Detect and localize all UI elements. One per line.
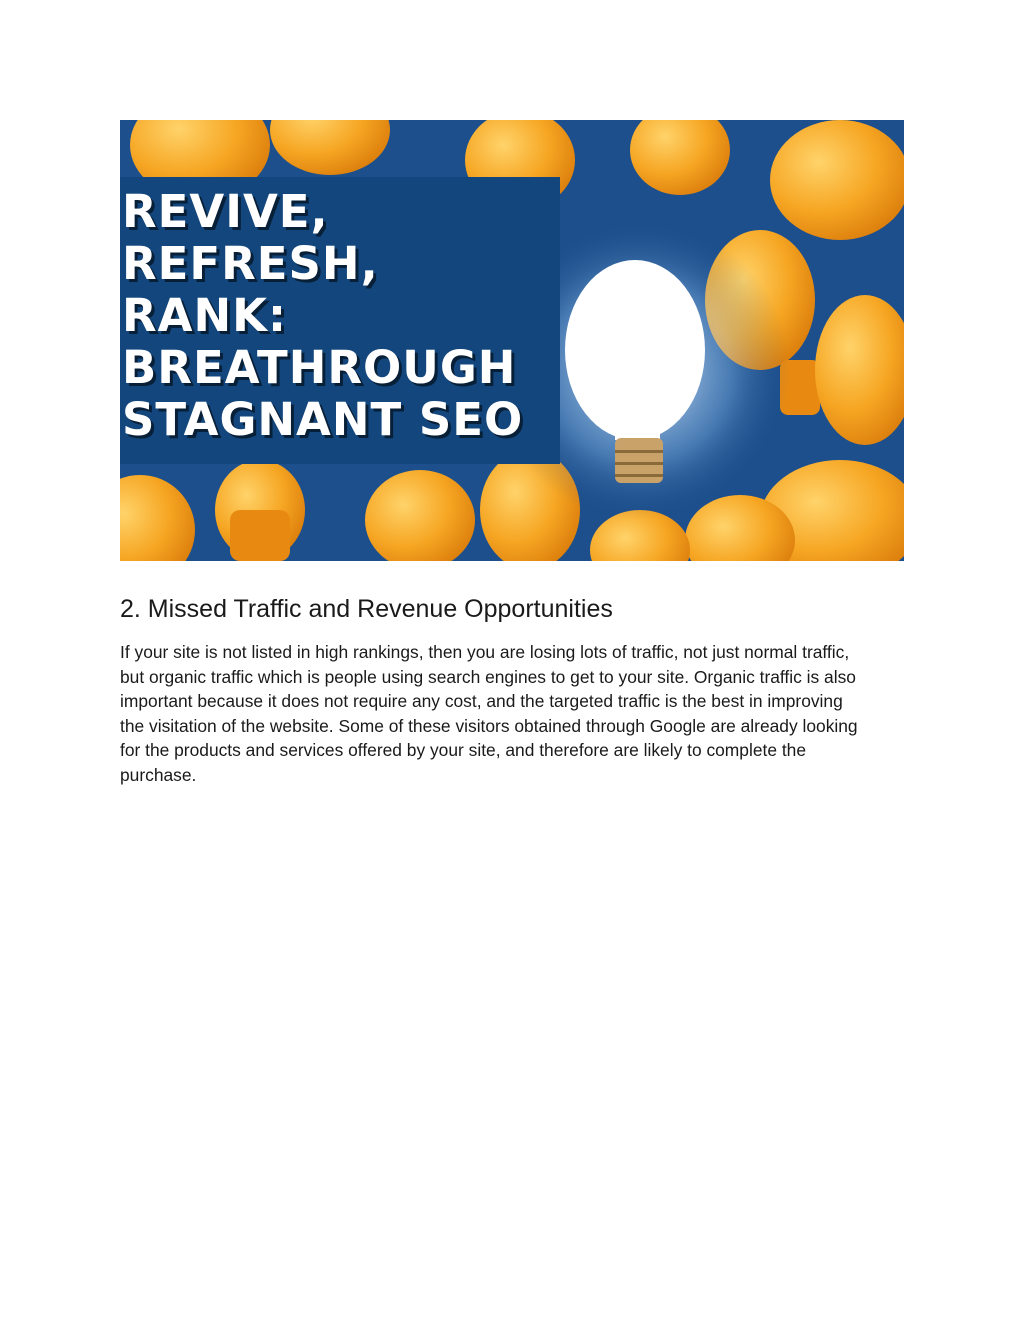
section-heading: 2. Missed Traffic and Revenue Opportunities	[120, 595, 613, 623]
section-body	[120, 640, 910, 788]
body-line: If your site is not listed in high rankings, then you are losing lots of traffic, not just normal traffic,	[120, 642, 850, 662]
body-line: important because it does not require any cost, and the targeted traffic is the best in improving	[120, 691, 843, 712]
body-line: purchase.	[120, 764, 197, 785]
body-line: for the products and services offered by your site, and therefore are likely to complete the	[120, 740, 807, 761]
body-line: but organic traffic which is people using search engines to get to your site. Organic traffic is also	[120, 666, 856, 687]
hero-title-line: REFRESH,	[122, 237, 379, 290]
hero-title-line: RANK:	[122, 289, 288, 342]
hero-image	[120, 120, 904, 561]
hero-title-line: STAGNANT SEO	[122, 393, 524, 446]
hero-title-line: REVIVE,	[122, 185, 329, 238]
body-line: the visitation of the website. Some of these visitors obtained through Google are already looking	[120, 715, 858, 736]
hero-title	[122, 186, 523, 446]
hero-title-line: BREATHROUGH	[122, 341, 517, 394]
